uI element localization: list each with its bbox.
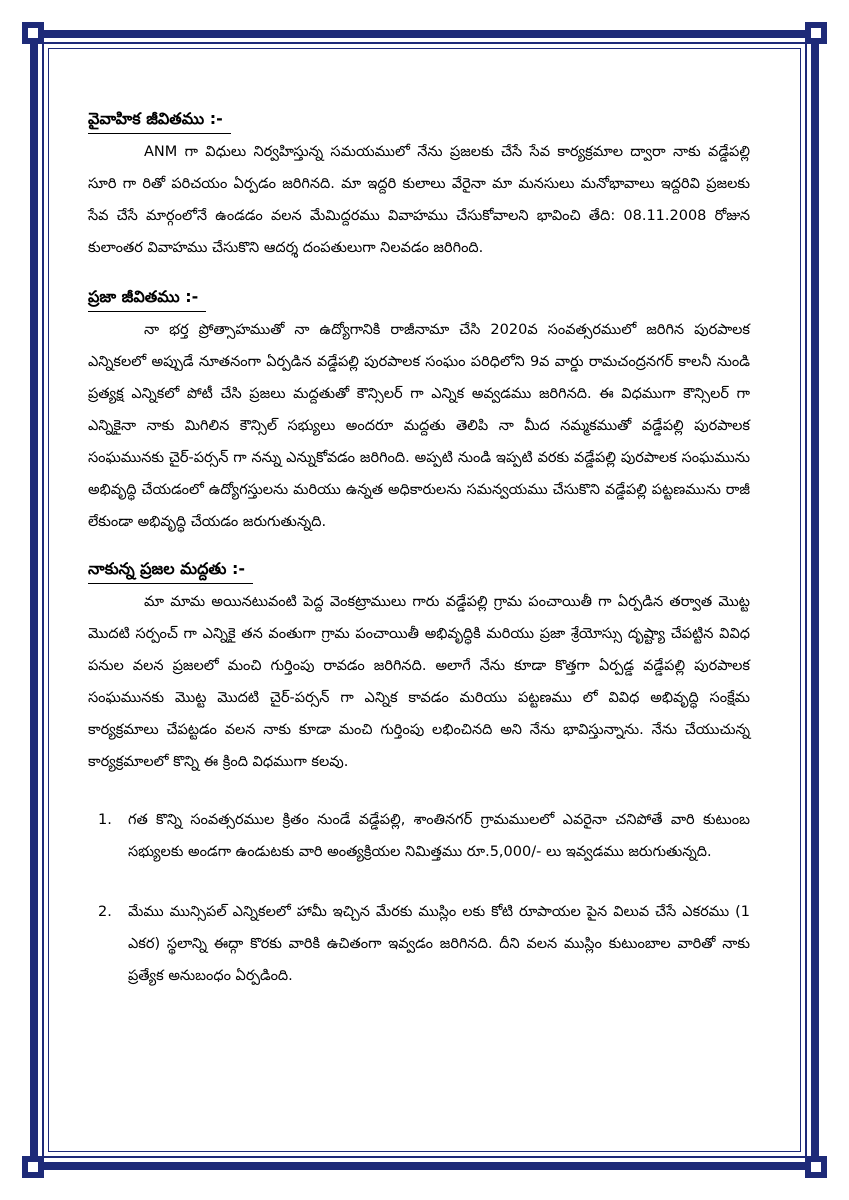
corner-ornament-bottom-left [22,1156,44,1178]
list-item-text: మేము మున్సిపల్ ఎన్నికలలో హామీ ఇచ్చిన మేరకు ముస్లిం లకు కోటి రూపాయల పైన విలువ చేసే ఎకరము (1 ఎకర) స్థలాన్ని ఈద్గా కొరకు వారికి ఉచితంగా ఇవ్వడం జరిగినది. దీని వలన ముస్లిం కుటుంబాల వారితో నాకు ప్రత్యేక అనుబంధం ఏర్పడింది. [128,904,750,984]
section-heading: ప్రజా జీవితము :- [88,283,206,312]
corner-ornament-top-left [22,22,44,44]
section-marital-life [88,104,750,264]
list-item [88,896,750,992]
list-item-number: 1. [98,812,112,828]
list-item-number: 2. [98,904,112,920]
list-item [88,804,750,868]
section-paragraph: నా భర్త ప్రోత్సాహముతో నా ఉద్యోగానికి రాజీనామా చేసి 2020వ సంవత్సరములో జరిగిన పురపాలక ఎన్నికలలో అప్పుడే నూతనంగా ఏర్పడిన వడ్డేపల్లి పురపాలక సంఘం పరిధిలోని 9వ వార్డు రామచంద్రనగర్ కాలనీ నుండి ప్రత్యక్ష ఎన్నికలో పోటీ చేసి ప్రజలు మద్దతుతో కౌన్సిలర్ గా ఎన్నిక అవ్వడము జరిగినది. ఈ విధముగా కౌన్సిలర్ గా ఎన్నికైనా నాకు మిగిలిన కౌన్సిల్ సభ్యులు అందరూ మద్దతు తెలిపి నా మీద నమ్మకముతో వడ్డేపల్లి పురపాలక సంఘమునకు చైర్-పర్సన్ గా నన్ను ఎన్నుకోవడం జరిగింది. అప్పటి నుండి ఇప్పటి వరకు వడ్డేపల్లి పురపాలక సంఘమును అభివృద్ధి చేయడంలో ఉద్యోగస్తులను మరియు ఉన్నత అధికారులను సమన్వయము చేసుకొని వడ్డేపల్లి పట్టణమును రాజీ లేకుండా అభివృద్ధి చేయడం జరుగుతున్నది. [88,322,750,530]
section-paragraph: మా మామ అయినటువంటి పెద్ద వెంకట్రాములు గారు వడ్డేపల్లి గ్రామ పంచాయితీ గా ఏర్పడిన తర్వాత మొట్ట మొదటి సర్పంచ్ గా ఎన్నికై తన వంతుగా గ్రామ పంచాయితీ అభివృద్ధికి మరియు ప్రజా శ్రేయోస్సు దృష్ట్యా చేపట్టిన వివిధ పనుల వలన ప్రజలలో మంచి గుర్తింపు రావడం జరిగినది. అలాగే నేను కూడా కొత్తగా ఏర్పడ్డ వడ్డేపల్లి పురపాలక సంఘమునకు మొట్ట మొదటి చైర్-పర్సన్ గా ఎన్నిక కావడం మరియు పట్టణము లో వివిధ అభివృద్ధి సంక్షేమ కార్యక్రమాలు చేపట్టడం వలన నాకు కూడా మంచి గుర్తింపు లభించినది అని నేను భావిస్తున్నాను. నేను చేయుచున్న కార్యక్రమాలలో కొన్ని ఈ క్రింది విధముగా కలవు. [88,594,750,770]
corner-ornament-top-right [805,22,827,44]
section-public-support [88,554,750,778]
section-heading: నాకున్న ప్రజల మద్దతు :- [88,555,253,584]
document-body [88,104,750,1020]
list-item-text: గత కొన్ని సంవత్సరముల క్రితం నుండే వడ్డేపల్లి, శాంతినగర్ గ్రామములలో ఎవరైనా చనిపోతే వారి కుటుంబ సభ్యులకు అండగా ఉండుటకు వారి అంత్యక్రియల నిమిత్తము రూ.5,000/- లు ఇవ్వడము జరుగుతున్నది. [128,812,750,860]
programs-list [88,804,750,992]
section-paragraph: ANM గా విధులు నిర్వహిస్తున్న సమయములో నేను ప్రజలకు చేసే సేవ కార్యక్రమాల ద్వారా నాకు వడ్డేపల్లి సూరి గా రితో పరిచయం ఏర్పడం జరిగినది. మా ఇద్దరి కులాలు వేరైనా మా మనసులు మనోభావాలు ఇద్దరివి ప్రజలకు సేవ చేసే మార్గంలోనే ఉండడం వలన మేమిద్దరము వివాహము చేసుకోవాలని భావించి తేది: 08.11.2008 రోజున కులాంతర వివాహము చేసుకొని ఆదర్శ దంపతులుగా నిలవడం జరిగింది. [88,144,750,256]
corner-ornament-bottom-right [805,1156,827,1178]
section-heading: వైవాహిక జీవితము :- [88,105,231,134]
section-public-life [88,282,750,538]
